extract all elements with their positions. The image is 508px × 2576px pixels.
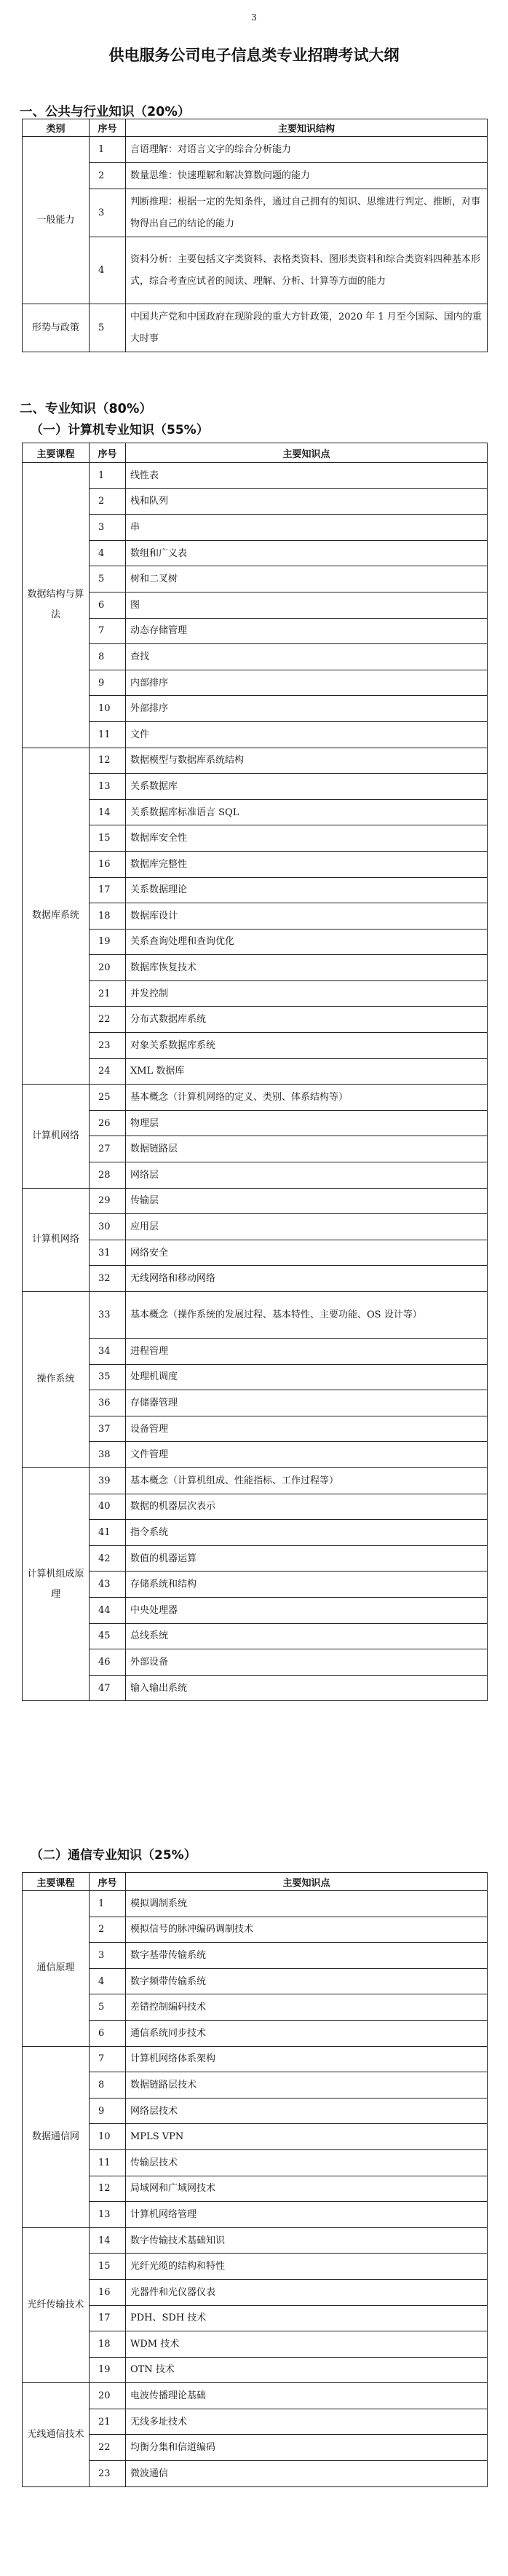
table-row (23, 1339, 488, 1365)
knowledge-cell: 输入输出系统 (126, 1675, 488, 1701)
knowledge-cell: 数据库安全性 (126, 825, 488, 852)
knowledge-cell: 总线系统 (126, 1623, 488, 1649)
header-number: 序号 (90, 1873, 126, 1891)
public-knowledge-table (22, 119, 488, 352)
number-cell: 11 (90, 2149, 126, 2176)
knowledge-cell: 处理机调度 (126, 1364, 488, 1390)
knowledge-cell: PDH、SDH 技术 (126, 2305, 488, 2331)
computer-knowledge-table (22, 443, 488, 1701)
knowledge-cell: XML 数据库 (126, 1058, 488, 1085)
knowledge-cell: 文件 (126, 721, 488, 748)
table-row (23, 1649, 488, 1676)
table-row (23, 799, 488, 825)
knowledge-cell: 内部排序 (126, 670, 488, 696)
number-cell: 9 (90, 670, 126, 696)
knowledge-cell: 数据库设计 (126, 903, 488, 930)
table-row (23, 1110, 488, 1136)
category-cell: 计算机网络 (23, 1188, 90, 1291)
knowledge-cell: 数组和广义表 (126, 540, 488, 566)
number-cell: 15 (90, 2254, 126, 2280)
knowledge-cell: 计算机网络体系架构 (126, 2046, 488, 2072)
knowledge-cell: 数据链路层 (126, 1136, 488, 1162)
number-cell: 13 (90, 2202, 126, 2228)
table-row (23, 825, 488, 852)
knowledge-cell: 外部排序 (126, 696, 488, 722)
number-cell: 21 (90, 2409, 126, 2435)
knowledge-cell: 电波传播理论基础 (126, 2383, 488, 2409)
table-row (23, 2383, 488, 2409)
table-row (23, 1136, 488, 1162)
category-cell: 计算机组成原理 (23, 1467, 90, 1700)
number-cell: 47 (90, 1675, 126, 1701)
table-row (23, 237, 488, 304)
table-row (23, 488, 488, 515)
table-row (23, 2176, 488, 2202)
table-row (23, 2435, 488, 2461)
table-row (23, 851, 488, 877)
number-cell: 27 (90, 1136, 126, 1162)
header-knowledge-point: 主要知识点 (126, 443, 488, 463)
table-row (23, 1917, 488, 1943)
table-row (23, 1214, 488, 1240)
number-cell: 43 (90, 1572, 126, 1598)
knowledge-cell: 串 (126, 515, 488, 541)
number-cell: 3 (90, 189, 126, 237)
knowledge-cell: 对象关系数据库系统 (126, 1033, 488, 1059)
table-row (23, 304, 488, 352)
header-knowledge: 主要知识结构 (126, 119, 488, 137)
header-category: 类别 (23, 119, 90, 137)
number-cell: 17 (90, 877, 126, 903)
header-knowledge-point: 主要知识点 (126, 1873, 488, 1891)
table-row (23, 540, 488, 566)
number-cell: 14 (90, 799, 126, 825)
table-row (23, 2254, 488, 2280)
knowledge-cell: 网络层 (126, 1162, 488, 1189)
table-row (23, 1572, 488, 1598)
table-row (23, 592, 488, 618)
number-cell: 4 (90, 237, 126, 304)
knowledge-cell: 外部设备 (126, 1649, 488, 1676)
number-cell: 6 (90, 592, 126, 618)
table-row (23, 1033, 488, 1059)
number-cell: 41 (90, 1520, 126, 1546)
number-cell: 38 (90, 1442, 126, 1468)
knowledge-cell: 基本概念（计算机组成、性能指标、工作过程等） (126, 1467, 488, 1494)
table-row (23, 2305, 488, 2331)
table-row (23, 566, 488, 593)
table-row (23, 2149, 488, 2176)
knowledge-cell: 图 (126, 592, 488, 618)
knowledge-cell: WDM 技术 (126, 2331, 488, 2358)
number-cell: 2 (90, 1917, 126, 1943)
table-row (23, 877, 488, 903)
table-row (23, 1994, 488, 2021)
number-cell: 3 (90, 1943, 126, 1969)
table-row (23, 2072, 488, 2099)
knowledge-cell: 数字基带传输系统 (126, 1943, 488, 1969)
knowledge-cell: 通信系统同步技术 (126, 2020, 488, 2046)
table-row (23, 1520, 488, 1546)
number-cell: 13 (90, 774, 126, 800)
knowledge-cell: 物理层 (126, 1110, 488, 1136)
knowledge-cell: 栈和队列 (126, 488, 488, 515)
number-cell: 34 (90, 1339, 126, 1365)
number-cell: 19 (90, 2357, 126, 2383)
table-row (23, 163, 488, 189)
category-cell: 数据库系统 (23, 748, 90, 1085)
table-row (23, 1364, 488, 1390)
table-row (23, 515, 488, 541)
header-number: 序号 (90, 119, 126, 137)
table-row (23, 1416, 488, 1442)
knowledge-cell: 数据的机器层次表示 (126, 1494, 488, 1520)
knowledge-cell: 网络安全 (126, 1240, 488, 1266)
document-title: 供电服务公司电子信息类专业招聘考试大纲 (108, 47, 400, 64)
knowledge-cell: 无线多址技术 (126, 2409, 488, 2435)
table-row (23, 2331, 488, 2358)
sub2-heading: （二）通信专业知识（25%） (31, 1848, 197, 1863)
knowledge-cell: 中国共产党和中国政府在现阶段的重大方针政策，2020 年 1 月至今国际、国内的重大时事 (126, 304, 488, 352)
number-cell: 44 (90, 1597, 126, 1623)
number-cell: 12 (90, 748, 126, 774)
knowledge-cell: 存储系统和结构 (126, 1572, 488, 1598)
number-cell: 3 (90, 515, 126, 541)
number-cell: 46 (90, 1649, 126, 1676)
number-cell: 10 (90, 696, 126, 722)
table-row (23, 2227, 488, 2254)
knowledge-cell: 进程管理 (126, 1339, 488, 1365)
knowledge-cell: 线性表 (126, 463, 488, 489)
knowledge-cell: 关系数据理论 (126, 877, 488, 903)
page-number: 3 (251, 12, 257, 23)
number-cell: 31 (90, 1240, 126, 1266)
number-cell: 26 (90, 1110, 126, 1136)
number-cell: 32 (90, 1266, 126, 1292)
table-row (23, 721, 488, 748)
number-cell: 33 (90, 1292, 126, 1339)
category-cell: 形势与政策 (23, 304, 90, 352)
table-row (23, 1968, 488, 1994)
number-cell: 40 (90, 1494, 126, 1520)
knowledge-cell: 关系数据库 (126, 774, 488, 800)
knowledge-cell: 存储器管理 (126, 1390, 488, 1416)
knowledge-cell: MPLS VPN (126, 2124, 488, 2150)
number-cell: 1 (90, 463, 126, 489)
table-row (23, 929, 488, 955)
number-cell: 2 (90, 488, 126, 515)
table-row (23, 189, 488, 237)
knowledge-cell: 数值的机器运算 (126, 1545, 488, 1572)
knowledge-cell: 关系查询处理和查询优化 (126, 929, 488, 955)
knowledge-cell: 网络层技术 (126, 2098, 488, 2124)
knowledge-cell: 光纤光缆的结构和特性 (126, 2254, 488, 2280)
knowledge-cell: 树和二叉树 (126, 566, 488, 593)
number-cell: 8 (90, 2072, 126, 2099)
table-row (23, 644, 488, 670)
number-cell: 20 (90, 2383, 126, 2409)
knowledge-cell: 并发控制 (126, 980, 488, 1007)
number-cell: 23 (90, 1033, 126, 1059)
number-cell: 28 (90, 1162, 126, 1189)
knowledge-cell: 模拟信号的脉冲编码调制技术 (126, 1917, 488, 1943)
table-row (23, 2202, 488, 2228)
knowledge-cell: 数据链路层技术 (126, 2072, 488, 2099)
number-cell: 10 (90, 2124, 126, 2150)
number-cell: 4 (90, 1968, 126, 1994)
knowledge-cell: 基本概念（操作系统的发展过程、基本特性、主要功能、OS 设计等） (126, 1292, 488, 1339)
number-cell: 1 (90, 1891, 126, 1917)
number-cell: 15 (90, 825, 126, 852)
knowledge-cell: 数据模型与数据库系统结构 (126, 748, 488, 774)
table-row (23, 696, 488, 722)
category-cell: 计算机网络 (23, 1085, 90, 1188)
section1-heading: 一、公共与行业知识（20%） (20, 105, 191, 119)
table-row (23, 1467, 488, 1494)
knowledge-cell: 资料分析：主要包括文字类资料、表格类资料、图形类资料和综合类资料四种基本形式，综合考查应试者的阅读、理解、分析、计算等方面的能力 (126, 237, 488, 304)
table-row (23, 1891, 488, 1917)
number-cell: 29 (90, 1188, 126, 1214)
knowledge-cell: 微波通信 (126, 2461, 488, 2487)
knowledge-cell: 局域网和广域网技术 (126, 2176, 488, 2202)
category-cell: 数据通信网 (23, 2046, 90, 2227)
knowledge-cell: 指令系统 (126, 1520, 488, 1546)
category-cell: 操作系统 (23, 1292, 90, 1468)
table-row (23, 1266, 488, 1292)
table-row (23, 2020, 488, 2046)
number-cell: 5 (90, 304, 126, 352)
number-cell: 21 (90, 980, 126, 1007)
table-row (23, 1442, 488, 1468)
table-row (23, 774, 488, 800)
table-row (23, 1058, 488, 1085)
table-row (23, 955, 488, 981)
category-cell: 无线通信技术 (23, 2383, 90, 2486)
table-row (23, 1675, 488, 1701)
category-cell: 一般能力 (23, 137, 90, 304)
number-cell: 1 (90, 137, 126, 163)
table-row (23, 1390, 488, 1416)
number-cell: 17 (90, 2305, 126, 2331)
knowledge-cell: 数量思维：快速理解和解决算数问题的能力 (126, 163, 488, 189)
number-cell: 23 (90, 2461, 126, 2487)
sub1-heading: （一）计算机专业知识（55%） (31, 423, 209, 437)
table-row (23, 980, 488, 1007)
number-cell: 4 (90, 540, 126, 566)
table-row (23, 903, 488, 930)
knowledge-cell: 分布式数据库系统 (126, 1007, 488, 1033)
number-cell: 14 (90, 2227, 126, 2254)
knowledge-cell: 应用层 (126, 1214, 488, 1240)
number-cell: 6 (90, 2020, 126, 2046)
table-row (23, 2124, 488, 2150)
number-cell: 35 (90, 1364, 126, 1390)
knowledge-cell: 中央处理器 (126, 1597, 488, 1623)
number-cell: 19 (90, 929, 126, 955)
knowledge-cell: 查找 (126, 644, 488, 670)
table-row (23, 2461, 488, 2487)
number-cell: 42 (90, 1545, 126, 1572)
table-row (23, 1943, 488, 1969)
category-cell: 光纤传输技术 (23, 2227, 90, 2383)
table-row (23, 137, 488, 163)
number-cell: 18 (90, 2331, 126, 2358)
number-cell: 5 (90, 1994, 126, 2021)
table-row (23, 1007, 488, 1033)
table-row (23, 463, 488, 489)
table-row (23, 1545, 488, 1572)
table-row (23, 2279, 488, 2305)
knowledge-cell: 光器件和光仪器仪表 (126, 2279, 488, 2305)
number-cell: 22 (90, 1007, 126, 1033)
table-row (23, 1623, 488, 1649)
table-row (23, 1240, 488, 1266)
knowledge-cell: OTN 技术 (126, 2357, 488, 2383)
number-cell: 22 (90, 2435, 126, 2461)
table-row (23, 618, 488, 644)
number-cell: 20 (90, 955, 126, 981)
knowledge-cell: 传输层技术 (126, 2149, 488, 2176)
knowledge-cell: 传输层 (126, 1188, 488, 1214)
section2-heading: 二、专业知识（80%） (20, 402, 152, 416)
knowledge-cell: 差错控制编码技术 (126, 1994, 488, 2021)
table-row (23, 670, 488, 696)
knowledge-cell: 无线网络和移动网络 (126, 1266, 488, 1292)
table-row (23, 1162, 488, 1189)
table-row (23, 2046, 488, 2072)
table-row (23, 1494, 488, 1520)
table-row (23, 2098, 488, 2124)
category-cell: 数据结构与算法 (23, 463, 90, 748)
header-course: 主要课程 (23, 443, 90, 463)
number-cell: 36 (90, 1390, 126, 1416)
number-cell: 45 (90, 1623, 126, 1649)
header-course: 主要课程 (23, 1873, 90, 1891)
knowledge-cell: 数据库完整性 (126, 851, 488, 877)
knowledge-cell: 关系数据库标准语言 SQL (126, 799, 488, 825)
number-cell: 30 (90, 1214, 126, 1240)
knowledge-cell: 数字频带传输系统 (126, 1968, 488, 1994)
table-row (23, 1597, 488, 1623)
table-row (23, 1188, 488, 1214)
knowledge-cell: 计算机网络管理 (126, 2202, 488, 2228)
table-row (23, 1085, 488, 1111)
number-cell: 25 (90, 1085, 126, 1111)
number-cell: 8 (90, 644, 126, 670)
number-cell: 16 (90, 851, 126, 877)
knowledge-cell: 文件管理 (126, 1442, 488, 1468)
knowledge-cell: 动态存储管理 (126, 618, 488, 644)
number-cell: 18 (90, 903, 126, 930)
table-row (23, 2357, 488, 2383)
number-cell: 16 (90, 2279, 126, 2305)
knowledge-cell: 设备管理 (126, 1416, 488, 1442)
table-row (23, 748, 488, 774)
number-cell: 37 (90, 1416, 126, 1442)
table-row (23, 2409, 488, 2435)
number-cell: 7 (90, 618, 126, 644)
number-cell: 39 (90, 1467, 126, 1494)
knowledge-cell: 言语理解：对语言文字的综合分析能力 (126, 137, 488, 163)
communication-knowledge-table (22, 1872, 488, 2487)
knowledge-cell: 数字传输技术基础知识 (126, 2227, 488, 2254)
number-cell: 24 (90, 1058, 126, 1085)
knowledge-cell: 判断推理：根据一定的先知条件，通过自己拥有的知识、思维进行判定、推断，对事物得出自己的结论的能力 (126, 189, 488, 237)
knowledge-cell: 均衡分集和信道编码 (126, 2435, 488, 2461)
table-row (23, 1292, 488, 1339)
number-cell: 5 (90, 566, 126, 593)
header-number: 序号 (90, 443, 126, 463)
knowledge-cell: 模拟调制系统 (126, 1891, 488, 1917)
knowledge-cell: 基本概念（计算机网络的定义、类别、体系结构等） (126, 1085, 488, 1111)
number-cell: 7 (90, 2046, 126, 2072)
number-cell: 11 (90, 721, 126, 748)
category-cell: 通信原理 (23, 1891, 90, 2047)
number-cell: 9 (90, 2098, 126, 2124)
number-cell: 12 (90, 2176, 126, 2202)
number-cell: 2 (90, 163, 126, 189)
knowledge-cell: 数据库恢复技术 (126, 955, 488, 981)
